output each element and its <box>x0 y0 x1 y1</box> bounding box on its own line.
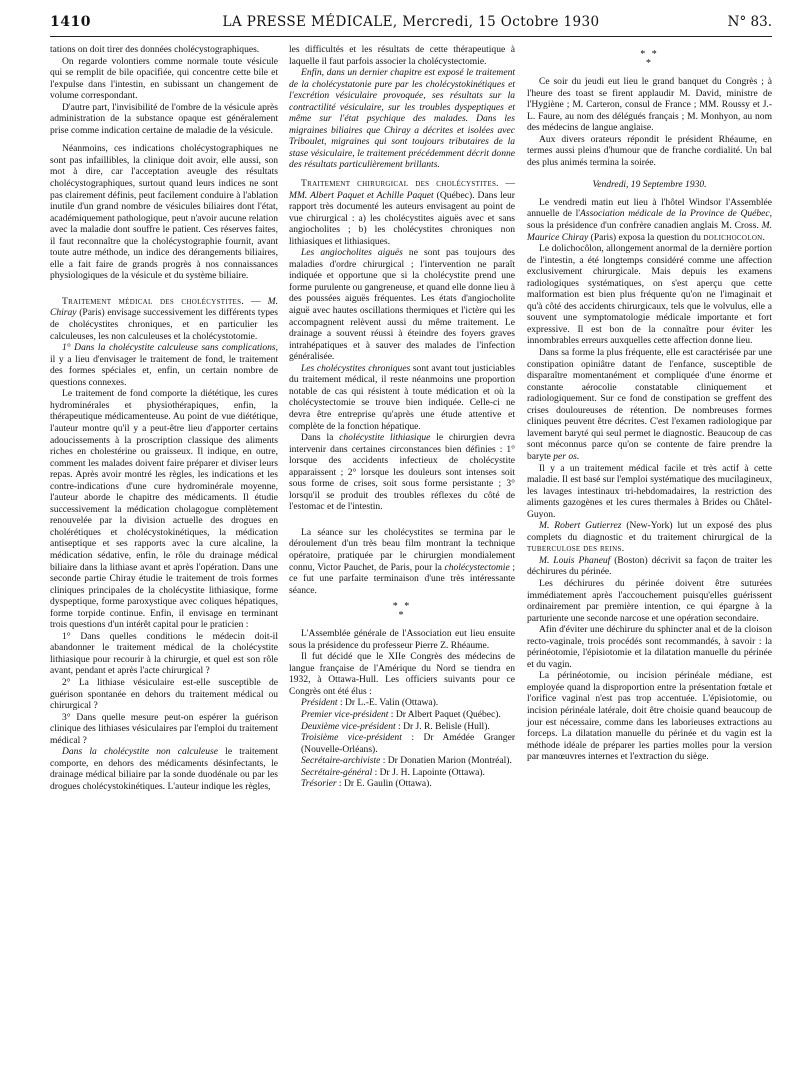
issue-number: N° 83. <box>727 14 772 30</box>
officers-list <box>289 697 515 789</box>
paragraph: Le dolichocôlon, allongement anormal de la dernière portion de l'intestin, a été longtemps considéré comme une affection exclusivement chirurgicale. Mais depuis les examens radiologiques systématiques, on s'est aperçu que cette malformation est bien plus fréquente qu'on ne l'imaginait et qu'à côté des accidents chirurgicaux, tels que le volvulus, elle a souvent une symptomatologie médicale importante et fort expressive. Il est bon de la connaître pour éviter les innombrables erreurs auxquelles cette affection donne lieu. <box>527 243 772 347</box>
paragraph: tations on doit tirer des données cholécystographiques. <box>50 44 260 55</box>
paragraph: 2° La lithiase vésiculaire est-elle susceptible de guérison spontanée en dehors du traitement médical ou chirurgical ? <box>50 676 278 712</box>
officer-name: : Dr Albert Paquet (Québec). <box>388 708 501 720</box>
officer-name: : Dr E. Gaulin (Ottawa). <box>336 778 432 790</box>
asterism: * * * <box>392 601 412 622</box>
section-title: Traitement chirurgical des cholécystites. <box>301 178 499 190</box>
paragraph: 1° Dans quelles conditions le médecin doit-il abandonner le traitement médical de la cholécystite lithiasique pour recourir à la chirurgie, et quel est son rôle avant, pendant et après l'acte chirurgical ? <box>50 630 278 677</box>
paragraph: 3° Dans quelle mesure peut-on espérer la guérison clinique des lithiases vésiculaires par l'emploi du traitement médical ? <box>50 711 278 746</box>
section-title: Traitement médical des cholécystites. <box>62 295 245 307</box>
paragraph: 1° Dans la cholécystite calculeuse sans complications, il y a lieu d'envisager le traitement de fond, le traitement des formes spéciales et, enfin, un certain nombre de questions connexes. <box>50 342 278 388</box>
paragraph: On regarde volontiers comme normale toute vésicule qui se remplit de bile opacifiée, qui concentre cette bile et l'expulse dans l'intestin, en subissant un changement de volume correspondant. <box>50 55 278 102</box>
officer-role: Deuxième vice-président <box>301 720 396 732</box>
paragraph: les difficultés et les résultats de cette thérapeutique à laquelle il faut parfois associer la cholécystectomie. <box>289 44 515 67</box>
paragraph: Les déchirures du périnée doivent être suturées immédiatement après l'accouchement puisqu'elles guérissent ordinairement par première intention, ce qui épargne à la parturiente une seconde narcose et une opération secondaire. <box>527 577 772 624</box>
column-1 <box>50 44 278 792</box>
paragraph: Il fut décidé que le XIIe Congrès des médecins de langue française de l'Amérique du Nord se tiendra en 1932, à Ottawa-Hull. Les officiers suivants pour ce Congrès ont été élus : <box>289 651 515 697</box>
officer-entry <box>301 732 515 755</box>
officer-name: : Dr Amédée Granger (Nouvelle-Orléans). <box>301 732 515 755</box>
session-date: Vendredi, 19 Septembre 1930. <box>592 179 707 191</box>
asterism: * * * <box>640 49 659 69</box>
paragraph: Les angiocholites aiguës ne sont pas toujours des maladies d'ordre chirurgical ; l'intervention ne paraît indiquée et opportune que si la cholécystite prend une forme purulente ou gangreneuse, et quand elle donne lieu à des poussées aiguës fréquentes. Les états d'angiocholite aiguë avec hautes oscillations thermiques et l'ictère qui les accompagnent relèvent aussi du même traitement. Le drainage a souvent réussi à éteindre des foyers graves intrahépatiques et à sauver des malades de l'infection généralisée. <box>289 247 515 363</box>
officer-role: Premier vice-président <box>301 708 389 720</box>
officer-name: : Dr J. H. Lapointe (Ottawa). <box>372 766 485 778</box>
author-name: M. Maurice Chiray <box>527 220 772 243</box>
author-name: MM. Albert Paquet et Achille Paquet <box>289 189 434 201</box>
paragraph: Dans sa forme la plus fréquente, elle est caractérisée par une constipation opiniâtre datant de l'enfance, susceptible de disparaître momentanément et compliquée d'une énorme et constante aérocolie constatable cliniquement et radiologiquement. Sur ce fond de constipation se greffent des crises douloureuses de rétention. De nombreuses formes cliniques peuvent être décrites. C'est l'examen radiologique par lavement baryté qui seul permet le diagnostic. Beaucoup de cas sont méconnus parce qu'on se contente de faire prendre la baryte per os. <box>527 347 772 462</box>
journal-title: LA PRESSE MÉDICALE, Mercredi, 15 Octobre 1930 <box>222 14 600 30</box>
author-name: M. Chiray <box>50 295 278 319</box>
paragraph: Dans la cholécystite lithiasique le chirurgien devra intervenir dans certaines circonstances bien définies : 1° lorsque des accidents infectieux de cholécystite apparaissent ; 2° lorsque les douleurs sont intenses soit sous forme de crises, soit sous forme persistante ; 3° lorsqu'il se produit des troubles réflexes du côté de l'estomac et de l'intestin. <box>289 432 515 513</box>
paragraph: D'autre part, l'invisibilité de l'ombre de la vésicule après administration de la substance opaque est généralement prise comme indication certaine de maladie de la vésicule. <box>50 101 278 136</box>
header-rule <box>50 36 772 37</box>
officer-entry <box>301 697 515 709</box>
page-number: 1410 <box>50 14 91 30</box>
paragraph: Enfin, dans un dernier chapitre est exposé le traitement de la cholécystatonie pure par les cholécystokinétiques et l'excrétion vésiculaire provoquée, ses résultats sur la contractilité vésiculaire, sur les troubles dyspeptiques et même sur l'état psychique des malades. Dans les migraines biliaires que Chiray a décrites et isolées avec Triboulet, migraines qui sont toujours tributaires de la stase vésiculaire, le traitement précédemment décrit donne des résultats particulièrement brillants. <box>289 67 515 171</box>
paragraph: La périnéotomie, ou incision périnéale médiane, est employée quand la disproportion entre la présentation fœtale et l'orifice vaginal n'est pas trop accentuée. L'épisiotomie, ou incision périnéale latérale, doit être choisie quand beaucoup de jour est nécessaire, comme dans les laborieuses extractions au forceps. La dilatation manuelle du périnée et du vagin est la méthode idéale de préparer les parties molles pour la version par manœuvres internes et l'extraction du siège. <box>527 670 772 763</box>
section-paragraph: Traitement chirurgical des cholécystites. — MM. Albert Paquet et Achille Paquet (Québec). Dans leur rapport très documenté les auteurs envisagent au point de vue chirurgical : a) les cholécystites aiguës avec et sans angiocholites ; b) les cholécystites chroniques non lithiasiques et lithiasiques. <box>289 178 515 247</box>
officer-role: Troisième vice-président <box>301 732 402 744</box>
paragraph: Aux divers orateurs répondit le président Rhéaume, en termes aussi pleins d'humour que de franche cordialité. Un bal des plus animés termina la soirée. <box>527 133 772 168</box>
officer-entry <box>301 778 515 790</box>
section-paragraph: Traitement médical des cholécystites. — M. Chiray (Paris) envisage successivement les différents types de cholécystites chroniques, et en particulier les calculeuses, les non calculeuses et la cholécystotomie. <box>50 295 278 342</box>
paragraph: Ce soir du jeudi eut lieu le grand banquet du Congrès ; à l'heure des toast se firent applaudir M. David, ministre de l'Hygiène ; M. Carteron, consul de France ; MM. Roussy et J.-L. Faure, au nom des délégués français ; M. Monhyon, au nom des médecins de langue anglaise. <box>527 76 772 134</box>
officer-role: Secrétaire-archiviste <box>301 755 381 767</box>
paragraph: Néanmoins, ces indications cholécystographiques ne sont pas infaillibles, la clinique doit avoir, elle aussi, son mot à dire, car l'acceptation aveugle des résultats cholécystographiques, surtout quand leurs indices ne sont pas clairement définis, peut facilement conduire à l'ablation inutile d'un grand nombre de vésicules biliaires dont l'état, académiquement pathologique, peut n'avoir aucune relation avec la maladie dont souffre le patient. Ces réserves faites, il faut reconnaître que la cholécystographie fournit, avant toute autre méthode, un indice des dérangements biliaires, elle a fait faire de grands progrès à nos connaissances physiologiques de la vésicule et du système biliaire. <box>50 143 278 282</box>
officer-entry <box>301 709 515 721</box>
paragraph: M. Louis Phaneuf (Boston) décrivit sa façon de traiter les déchirures du périnée. <box>527 554 772 578</box>
officer-role: Président <box>301 697 338 709</box>
officer-role: Trésorier <box>301 778 337 790</box>
paragraph: La séance sur les cholécystites se termina par le déroulement d'un très beau film montrant la technique opératoire, pratiquée par le chirurgien mondialement connu, Victor Pauchet, de Paris, pour la cholécystectomie ; ce fut une parfaite terminaison d'une très intéressante séance. <box>289 526 516 596</box>
paragraph: Le vendredi matin eut lieu à l'hôtel Windsor l'Assemblée annuelle de l'Association médicale de la Province de Québec, sous la présidence d'un confrère canadien anglais M. Cross. M. Maurice Chiray (Paris) exposa la question du dolichocolon. <box>527 196 772 243</box>
paragraph: L'Assemblée générale de l'Association eut lieu ensuite sous la présidence du professeur Pierre Z. Rhéaume. <box>289 628 515 651</box>
column-3 <box>527 44 772 763</box>
author-name: M. Robert Gutierrez <box>539 520 622 532</box>
paragraph: Afin d'éviter une déchirure du sphincter anal et de la cloison recto-vaginale, trois procédés sont recommandés, à savoir : la périnéotomie, l'épisiotomie et la dilatation manuelle du périnée et du vagin. <box>527 624 772 670</box>
officer-role: Secrétaire-général <box>301 766 373 778</box>
officer-entry <box>301 755 515 767</box>
officer-name: : Dr Donatien Marion (Montréal). <box>380 755 512 767</box>
paragraph: Dans la cholécystite non calculeuse le traitement comporte, en dehors des médicaments désinfectants, le drainage médical biliaire par la sonde duodénale ou par les drogues cholécystokinétiques. L'auteur indique les règles, <box>50 746 278 792</box>
paragraph: Il y a un traitement médical facile et très actif à cette maladie. Il est basé sur l'emploi systématique des mucilagineux, les lavages intestinaux tri-hebdomadaires, la restriction des aliments gazogènes et les cures thermales à Brides ou Châtel-Guyon. <box>527 462 772 520</box>
paragraph: Les cholécystites chroniques sont avant tout justiciables du traitement médical, il reste néanmoins une proportion notable de cas qui résistent à toute médication et où la cholécystectomie se trouve bien indiquée. Celle-ci ne devra être entreprise qu'après une étude attentive et complète de la fonction hépatique. <box>289 362 515 432</box>
paragraph: M. Robert Gutierrez (New-York) lut un exposé des plus complets du diagnostic et du traitement chirurgical de la tuberculose des reins. <box>527 520 772 555</box>
author-name: M. Louis Phaneuf <box>539 554 611 566</box>
paragraph: Le traitement de fond comporte la diététique, les cures hydrominérales et physiothérapiques, enfin, la thérapeutique médicamenteuse. Au point de vue diététique, l'auteur montre qu'il y a peut-être lieu d'apporter certains adoucissements à la proscription classique des aliments riches en cholestérine ou graisseux. Il indique, en outre, comment les malades doivent faire préparer et diviser leurs repas. Après avoir montré les règles, les indications et les contre-indications d'une cure hydrominérale moyenne, l'auteur aborde le chapitre des médicaments. Il étudie successivement la médication cholagogue complètement renouvelée par la division actuelle des drogues en cholérétiques et cholécystokinétiques, la médication antiseptique et ses rapports avec la cure alcaline, la médication sédative, enfin, le rôle du drainage médical biliaire dans la lithiase avant et après l'opération. Dans une seconde partie Chiray étudie le traitement de trois formes cliniques principales de la cholécystite lithiasique, forme dyspeptique, forme paroxystique avec coliques hépatiques, forme torpide continue. Enfin, il envisage en terminant trois questions d'un intérêt capital pour le praticien : <box>50 388 278 631</box>
officer-name: : Dr L.-E. Valin (Ottawa). <box>337 697 439 709</box>
column-2 <box>289 44 515 790</box>
officer-entry <box>301 721 515 733</box>
officer-name: : Dr J. R. Belisle (Hull). <box>395 720 490 732</box>
page-header <box>50 12 772 34</box>
officer-entry <box>301 767 515 779</box>
